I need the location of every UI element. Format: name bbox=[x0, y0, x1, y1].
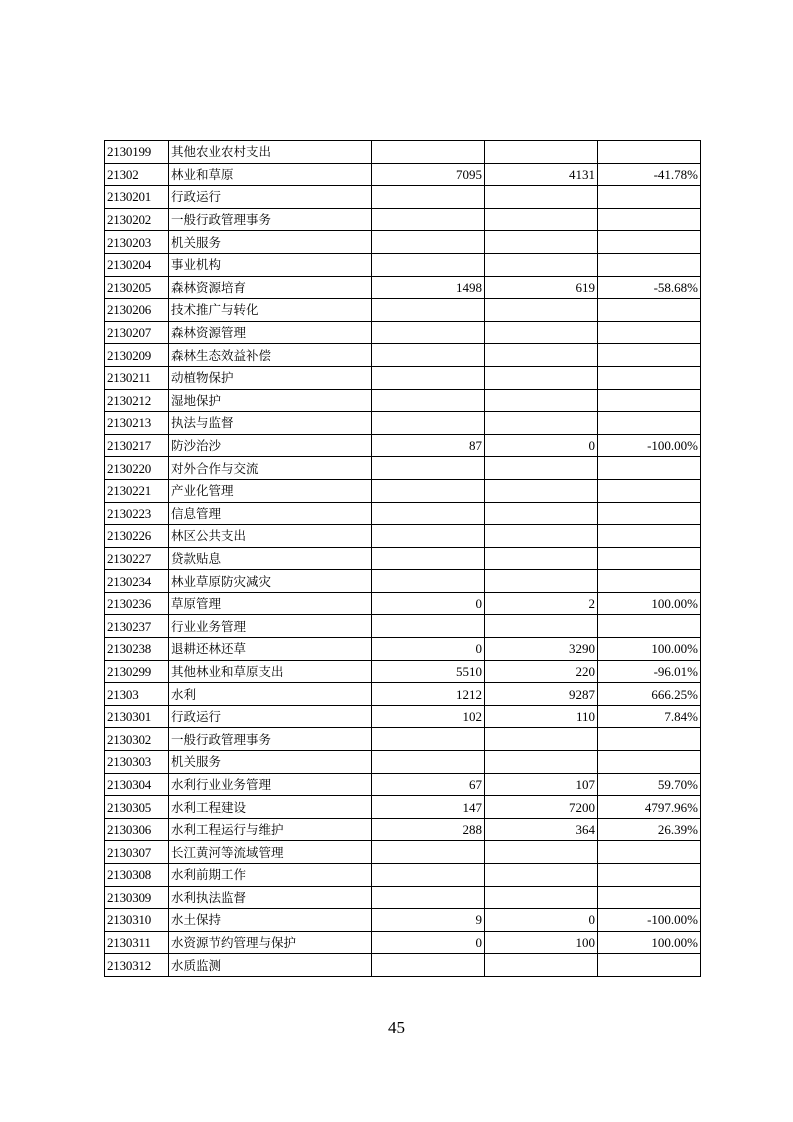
current-amount-cell bbox=[485, 253, 598, 276]
prior-amount-cell: 1212 bbox=[372, 683, 485, 706]
table-row bbox=[105, 366, 701, 389]
change-rate-cell bbox=[598, 751, 701, 774]
change-rate-cell bbox=[598, 208, 701, 231]
account-code-cell: 2130307 bbox=[105, 841, 169, 864]
account-code-cell: 21303 bbox=[105, 683, 169, 706]
account-name-cell: 湿地保护 bbox=[169, 389, 372, 412]
current-amount-cell bbox=[485, 389, 598, 412]
current-amount-cell bbox=[485, 864, 598, 887]
account-name-cell: 执法与监督 bbox=[169, 412, 372, 435]
change-rate-cell bbox=[598, 321, 701, 344]
prior-amount-cell: 288 bbox=[372, 818, 485, 841]
table-row bbox=[105, 864, 701, 887]
account-name-cell: 技术推广与转化 bbox=[169, 299, 372, 322]
account-code-cell: 2130199 bbox=[105, 141, 169, 164]
prior-amount-cell bbox=[372, 502, 485, 525]
account-code-cell: 2130234 bbox=[105, 570, 169, 593]
current-amount-cell: 0 bbox=[485, 434, 598, 457]
current-amount-cell: 220 bbox=[485, 660, 598, 683]
table-row bbox=[105, 457, 701, 480]
change-rate-cell bbox=[598, 886, 701, 909]
account-code-cell: 2130236 bbox=[105, 592, 169, 615]
prior-amount-cell bbox=[372, 751, 485, 774]
account-code-cell: 2130221 bbox=[105, 479, 169, 502]
current-amount-cell bbox=[485, 299, 598, 322]
page-number: 45 bbox=[388, 1018, 405, 1037]
account-code-cell: 2130238 bbox=[105, 638, 169, 661]
table-row bbox=[105, 570, 701, 593]
change-rate-cell bbox=[598, 864, 701, 887]
current-amount-cell: 2 bbox=[485, 592, 598, 615]
change-rate-cell bbox=[598, 412, 701, 435]
account-code-cell: 2130301 bbox=[105, 705, 169, 728]
account-name-cell: 水利工程运行与维护 bbox=[169, 818, 372, 841]
prior-amount-cell: 9 bbox=[372, 909, 485, 932]
account-code-cell: 2130226 bbox=[105, 525, 169, 548]
current-amount-cell bbox=[485, 479, 598, 502]
table-row bbox=[105, 231, 701, 254]
prior-amount-cell: 147 bbox=[372, 796, 485, 819]
account-code-cell: 2130306 bbox=[105, 818, 169, 841]
budget-table bbox=[104, 140, 701, 977]
table-row bbox=[105, 525, 701, 548]
account-name-cell: 一般行政管理事务 bbox=[169, 728, 372, 751]
current-amount-cell bbox=[485, 615, 598, 638]
account-code-cell: 2130305 bbox=[105, 796, 169, 819]
current-amount-cell bbox=[485, 366, 598, 389]
table-row bbox=[105, 796, 701, 819]
change-rate-cell: -41.78% bbox=[598, 163, 701, 186]
account-code-cell: 2130203 bbox=[105, 231, 169, 254]
table-row bbox=[105, 412, 701, 435]
current-amount-cell bbox=[485, 208, 598, 231]
table-row bbox=[105, 208, 701, 231]
budget-table-body bbox=[105, 141, 701, 977]
prior-amount-cell: 5510 bbox=[372, 660, 485, 683]
prior-amount-cell bbox=[372, 344, 485, 367]
change-rate-cell bbox=[598, 299, 701, 322]
account-code-cell: 2130201 bbox=[105, 186, 169, 209]
prior-amount-cell: 0 bbox=[372, 592, 485, 615]
current-amount-cell bbox=[485, 886, 598, 909]
account-name-cell: 林业草原防灾减灾 bbox=[169, 570, 372, 593]
current-amount-cell bbox=[485, 751, 598, 774]
prior-amount-cell bbox=[372, 231, 485, 254]
change-rate-cell bbox=[598, 231, 701, 254]
change-rate-cell: -100.00% bbox=[598, 434, 701, 457]
table-row bbox=[105, 886, 701, 909]
account-code-cell: 21302 bbox=[105, 163, 169, 186]
account-name-cell: 森林资源管理 bbox=[169, 321, 372, 344]
table-row bbox=[105, 276, 701, 299]
current-amount-cell bbox=[485, 231, 598, 254]
current-amount-cell: 0 bbox=[485, 909, 598, 932]
account-name-cell: 一般行政管理事务 bbox=[169, 208, 372, 231]
table-row bbox=[105, 389, 701, 412]
current-amount-cell: 7200 bbox=[485, 796, 598, 819]
prior-amount-cell bbox=[372, 389, 485, 412]
prior-amount-cell bbox=[372, 412, 485, 435]
change-rate-cell bbox=[598, 344, 701, 367]
change-rate-cell: 100.00% bbox=[598, 638, 701, 661]
account-name-cell: 行政运行 bbox=[169, 705, 372, 728]
account-code-cell: 2130202 bbox=[105, 208, 169, 231]
account-code-cell: 2130212 bbox=[105, 389, 169, 412]
prior-amount-cell bbox=[372, 253, 485, 276]
current-amount-cell bbox=[485, 728, 598, 751]
account-name-cell: 行政运行 bbox=[169, 186, 372, 209]
table-row bbox=[105, 954, 701, 977]
account-name-cell: 防沙治沙 bbox=[169, 434, 372, 457]
change-rate-cell: 666.25% bbox=[598, 683, 701, 706]
table-row bbox=[105, 141, 701, 164]
change-rate-cell bbox=[598, 728, 701, 751]
table-row bbox=[105, 773, 701, 796]
account-name-cell: 其他林业和草原支出 bbox=[169, 660, 372, 683]
table-row bbox=[105, 321, 701, 344]
account-name-cell: 事业机构 bbox=[169, 253, 372, 276]
prior-amount-cell bbox=[372, 299, 485, 322]
account-name-cell: 机关服务 bbox=[169, 751, 372, 774]
account-code-cell: 2130299 bbox=[105, 660, 169, 683]
change-rate-cell: 26.39% bbox=[598, 818, 701, 841]
account-name-cell: 森林资源培育 bbox=[169, 276, 372, 299]
account-code-cell: 2130237 bbox=[105, 615, 169, 638]
table-row bbox=[105, 547, 701, 570]
prior-amount-cell bbox=[372, 570, 485, 593]
change-rate-cell: -96.01% bbox=[598, 660, 701, 683]
table-row bbox=[105, 638, 701, 661]
current-amount-cell: 4131 bbox=[485, 163, 598, 186]
prior-amount-cell bbox=[372, 841, 485, 864]
account-code-cell: 2130304 bbox=[105, 773, 169, 796]
change-rate-cell: -100.00% bbox=[598, 909, 701, 932]
current-amount-cell bbox=[485, 502, 598, 525]
account-code-cell: 2130220 bbox=[105, 457, 169, 480]
account-name-cell: 水利行业业务管理 bbox=[169, 773, 372, 796]
account-name-cell: 水资源节约管理与保护 bbox=[169, 931, 372, 954]
account-name-cell: 行业业务管理 bbox=[169, 615, 372, 638]
current-amount-cell bbox=[485, 321, 598, 344]
prior-amount-cell bbox=[372, 186, 485, 209]
change-rate-cell: 100.00% bbox=[598, 931, 701, 954]
account-code-cell: 2130312 bbox=[105, 954, 169, 977]
account-name-cell: 信息管理 bbox=[169, 502, 372, 525]
prior-amount-cell bbox=[372, 525, 485, 548]
prior-amount-cell bbox=[372, 141, 485, 164]
account-name-cell: 退耕还林还草 bbox=[169, 638, 372, 661]
change-rate-cell bbox=[598, 547, 701, 570]
table-row bbox=[105, 479, 701, 502]
table-row bbox=[105, 163, 701, 186]
table-row bbox=[105, 660, 701, 683]
account-name-cell: 动植物保护 bbox=[169, 366, 372, 389]
account-name-cell: 其他农业农村支出 bbox=[169, 141, 372, 164]
account-name-cell: 水土保持 bbox=[169, 909, 372, 932]
change-rate-cell: 7.84% bbox=[598, 705, 701, 728]
current-amount-cell bbox=[485, 141, 598, 164]
account-name-cell: 林业和草原 bbox=[169, 163, 372, 186]
account-code-cell: 2130227 bbox=[105, 547, 169, 570]
current-amount-cell: 619 bbox=[485, 276, 598, 299]
account-name-cell: 水利前期工作 bbox=[169, 864, 372, 887]
account-code-cell: 2130303 bbox=[105, 751, 169, 774]
account-code-cell: 2130213 bbox=[105, 412, 169, 435]
account-name-cell: 草原管理 bbox=[169, 592, 372, 615]
current-amount-cell bbox=[485, 570, 598, 593]
table-row bbox=[105, 186, 701, 209]
table-row bbox=[105, 751, 701, 774]
change-rate-cell bbox=[598, 457, 701, 480]
change-rate-cell bbox=[598, 570, 701, 593]
prior-amount-cell bbox=[372, 886, 485, 909]
prior-amount-cell: 7095 bbox=[372, 163, 485, 186]
prior-amount-cell bbox=[372, 547, 485, 570]
account-name-cell: 水利工程建设 bbox=[169, 796, 372, 819]
account-code-cell: 2130302 bbox=[105, 728, 169, 751]
prior-amount-cell bbox=[372, 321, 485, 344]
current-amount-cell bbox=[485, 344, 598, 367]
prior-amount-cell bbox=[372, 457, 485, 480]
prior-amount-cell bbox=[372, 208, 485, 231]
change-rate-cell bbox=[598, 525, 701, 548]
account-name-cell: 水利执法监督 bbox=[169, 886, 372, 909]
current-amount-cell: 100 bbox=[485, 931, 598, 954]
change-rate-cell: 4797.96% bbox=[598, 796, 701, 819]
table-row bbox=[105, 344, 701, 367]
change-rate-cell bbox=[598, 479, 701, 502]
change-rate-cell: -58.68% bbox=[598, 276, 701, 299]
table-row bbox=[105, 705, 701, 728]
table-row bbox=[105, 728, 701, 751]
account-code-cell: 2130204 bbox=[105, 253, 169, 276]
prior-amount-cell bbox=[372, 864, 485, 887]
change-rate-cell bbox=[598, 841, 701, 864]
current-amount-cell: 364 bbox=[485, 818, 598, 841]
current-amount-cell bbox=[485, 547, 598, 570]
account-name-cell: 水利 bbox=[169, 683, 372, 706]
table-row bbox=[105, 299, 701, 322]
account-name-cell: 森林生态效益补偿 bbox=[169, 344, 372, 367]
change-rate-cell bbox=[598, 186, 701, 209]
table-row bbox=[105, 434, 701, 457]
account-name-cell: 长江黄河等流域管理 bbox=[169, 841, 372, 864]
account-code-cell: 2130223 bbox=[105, 502, 169, 525]
current-amount-cell bbox=[485, 457, 598, 480]
account-code-cell: 2130217 bbox=[105, 434, 169, 457]
current-amount-cell: 9287 bbox=[485, 683, 598, 706]
account-name-cell: 水质监测 bbox=[169, 954, 372, 977]
account-code-cell: 2130207 bbox=[105, 321, 169, 344]
account-name-cell: 产业化管理 bbox=[169, 479, 372, 502]
change-rate-cell bbox=[598, 615, 701, 638]
change-rate-cell bbox=[598, 253, 701, 276]
account-code-cell: 2130308 bbox=[105, 864, 169, 887]
account-code-cell: 2130311 bbox=[105, 931, 169, 954]
account-name-cell: 机关服务 bbox=[169, 231, 372, 254]
current-amount-cell: 3290 bbox=[485, 638, 598, 661]
account-code-cell: 2130211 bbox=[105, 366, 169, 389]
table-row bbox=[105, 502, 701, 525]
table-row bbox=[105, 592, 701, 615]
account-name-cell: 对外合作与交流 bbox=[169, 457, 372, 480]
account-code-cell: 2130209 bbox=[105, 344, 169, 367]
prior-amount-cell: 87 bbox=[372, 434, 485, 457]
prior-amount-cell: 67 bbox=[372, 773, 485, 796]
change-rate-cell bbox=[598, 366, 701, 389]
change-rate-cell: 59.70% bbox=[598, 773, 701, 796]
current-amount-cell: 110 bbox=[485, 705, 598, 728]
prior-amount-cell: 0 bbox=[372, 931, 485, 954]
account-code-cell: 2130206 bbox=[105, 299, 169, 322]
table-row bbox=[105, 841, 701, 864]
change-rate-cell bbox=[598, 502, 701, 525]
table-row bbox=[105, 818, 701, 841]
current-amount-cell bbox=[485, 412, 598, 435]
table-row bbox=[105, 909, 701, 932]
prior-amount-cell: 102 bbox=[372, 705, 485, 728]
change-rate-cell bbox=[598, 141, 701, 164]
prior-amount-cell bbox=[372, 728, 485, 751]
prior-amount-cell bbox=[372, 366, 485, 389]
current-amount-cell bbox=[485, 525, 598, 548]
table-row bbox=[105, 931, 701, 954]
change-rate-cell: 100.00% bbox=[598, 592, 701, 615]
prior-amount-cell: 0 bbox=[372, 638, 485, 661]
prior-amount-cell: 1498 bbox=[372, 276, 485, 299]
current-amount-cell bbox=[485, 841, 598, 864]
account-code-cell: 2130309 bbox=[105, 886, 169, 909]
change-rate-cell bbox=[598, 389, 701, 412]
table-row bbox=[105, 683, 701, 706]
account-name-cell: 林区公共支出 bbox=[169, 525, 372, 548]
current-amount-cell bbox=[485, 954, 598, 977]
account-name-cell: 贷款贴息 bbox=[169, 547, 372, 570]
prior-amount-cell bbox=[372, 479, 485, 502]
table-row bbox=[105, 253, 701, 276]
prior-amount-cell bbox=[372, 954, 485, 977]
current-amount-cell: 107 bbox=[485, 773, 598, 796]
account-code-cell: 2130205 bbox=[105, 276, 169, 299]
table-row bbox=[105, 615, 701, 638]
change-rate-cell bbox=[598, 954, 701, 977]
current-amount-cell bbox=[485, 186, 598, 209]
prior-amount-cell bbox=[372, 615, 485, 638]
account-code-cell: 2130310 bbox=[105, 909, 169, 932]
